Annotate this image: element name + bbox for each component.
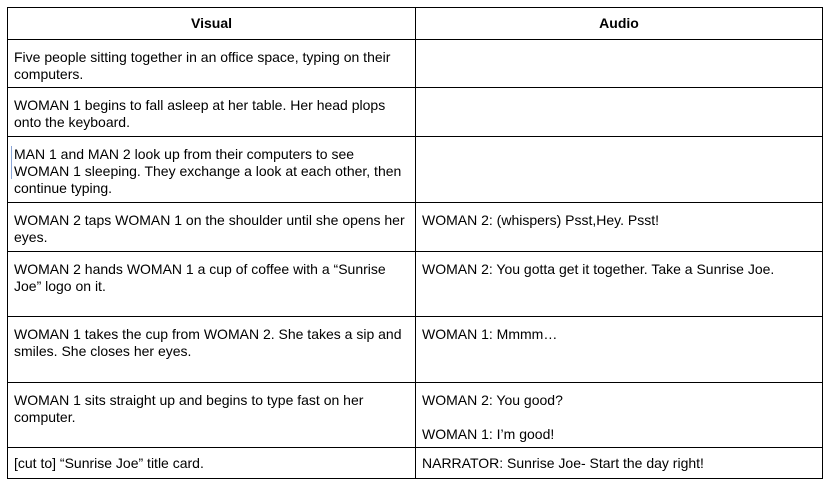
audio-line: WOMAN 2: You gotta get it together. Take a Sunrise Joe. xyxy=(422,261,775,277)
table-row xyxy=(8,317,823,383)
audio-line: NARRATOR: Sunrise Joe- Start the day right! xyxy=(422,455,704,471)
visual-text: [cut to] “Sunrise Joe” title card. xyxy=(14,455,204,471)
visual-column-header: Visual xyxy=(8,8,416,40)
audio-cell[interactable] xyxy=(416,40,823,88)
table-row xyxy=(8,137,823,203)
visual-cell[interactable] xyxy=(8,317,416,383)
table-row xyxy=(8,252,823,317)
audio-line: WOMAN 2: You good? xyxy=(422,392,563,408)
table-row xyxy=(8,448,823,479)
table-row xyxy=(8,203,823,252)
visual-cell[interactable] xyxy=(8,40,416,88)
table-row xyxy=(8,383,823,448)
visual-text: WOMAN 2 taps WOMAN 1 on the shoulder until she opens her eyes. xyxy=(14,212,405,245)
audio-cell[interactable] xyxy=(416,137,823,203)
header-row xyxy=(8,8,823,40)
visual-text: WOMAN 1 sits straight up and begins to type fast on her computer. xyxy=(14,392,364,425)
visual-text: WOMAN 2 hands WOMAN 1 a cup of coffee with a “Sunrise Joe” logo on it. xyxy=(14,261,386,294)
audio-line: WOMAN 2: (whispers) Psst,Hey. Psst! xyxy=(422,212,659,228)
table-row xyxy=(8,88,823,137)
audio-cell[interactable] xyxy=(416,317,823,383)
table-row xyxy=(8,40,823,88)
script-table xyxy=(7,7,823,479)
visual-cell[interactable] xyxy=(8,448,416,479)
audio-cell[interactable] xyxy=(416,88,823,137)
audio-line: WOMAN 1: Mmmm… xyxy=(422,326,558,342)
text-cursor xyxy=(11,146,12,179)
visual-cell[interactable] xyxy=(8,383,416,448)
visual-cell[interactable] xyxy=(8,252,416,317)
visual-text: MAN 1 and MAN 2 look up from their computers to see WOMAN 1 sleeping. They exchange a look at each other, then continue typing. xyxy=(14,146,402,196)
visual-text: Five people sitting together in an office space, typing on their computers. xyxy=(14,49,391,82)
visual-text: WOMAN 1 takes the cup from WOMAN 2. She takes a sip and smiles. She closes her eyes. xyxy=(14,326,402,359)
visual-cell[interactable] xyxy=(8,203,416,252)
visual-cell[interactable] xyxy=(8,88,416,137)
audio-cell[interactable] xyxy=(416,252,823,317)
audio-cell[interactable] xyxy=(416,448,823,479)
audio-cell[interactable] xyxy=(416,383,823,448)
audio-line: WOMAN 1: I’m good! xyxy=(422,426,555,442)
visual-text: WOMAN 1 begins to fall asleep at her table. Her head plops onto the keyboard. xyxy=(14,97,386,130)
visual-cell[interactable] xyxy=(8,137,416,203)
audio-cell[interactable] xyxy=(416,203,823,252)
audio-column-header: Audio xyxy=(416,8,823,40)
